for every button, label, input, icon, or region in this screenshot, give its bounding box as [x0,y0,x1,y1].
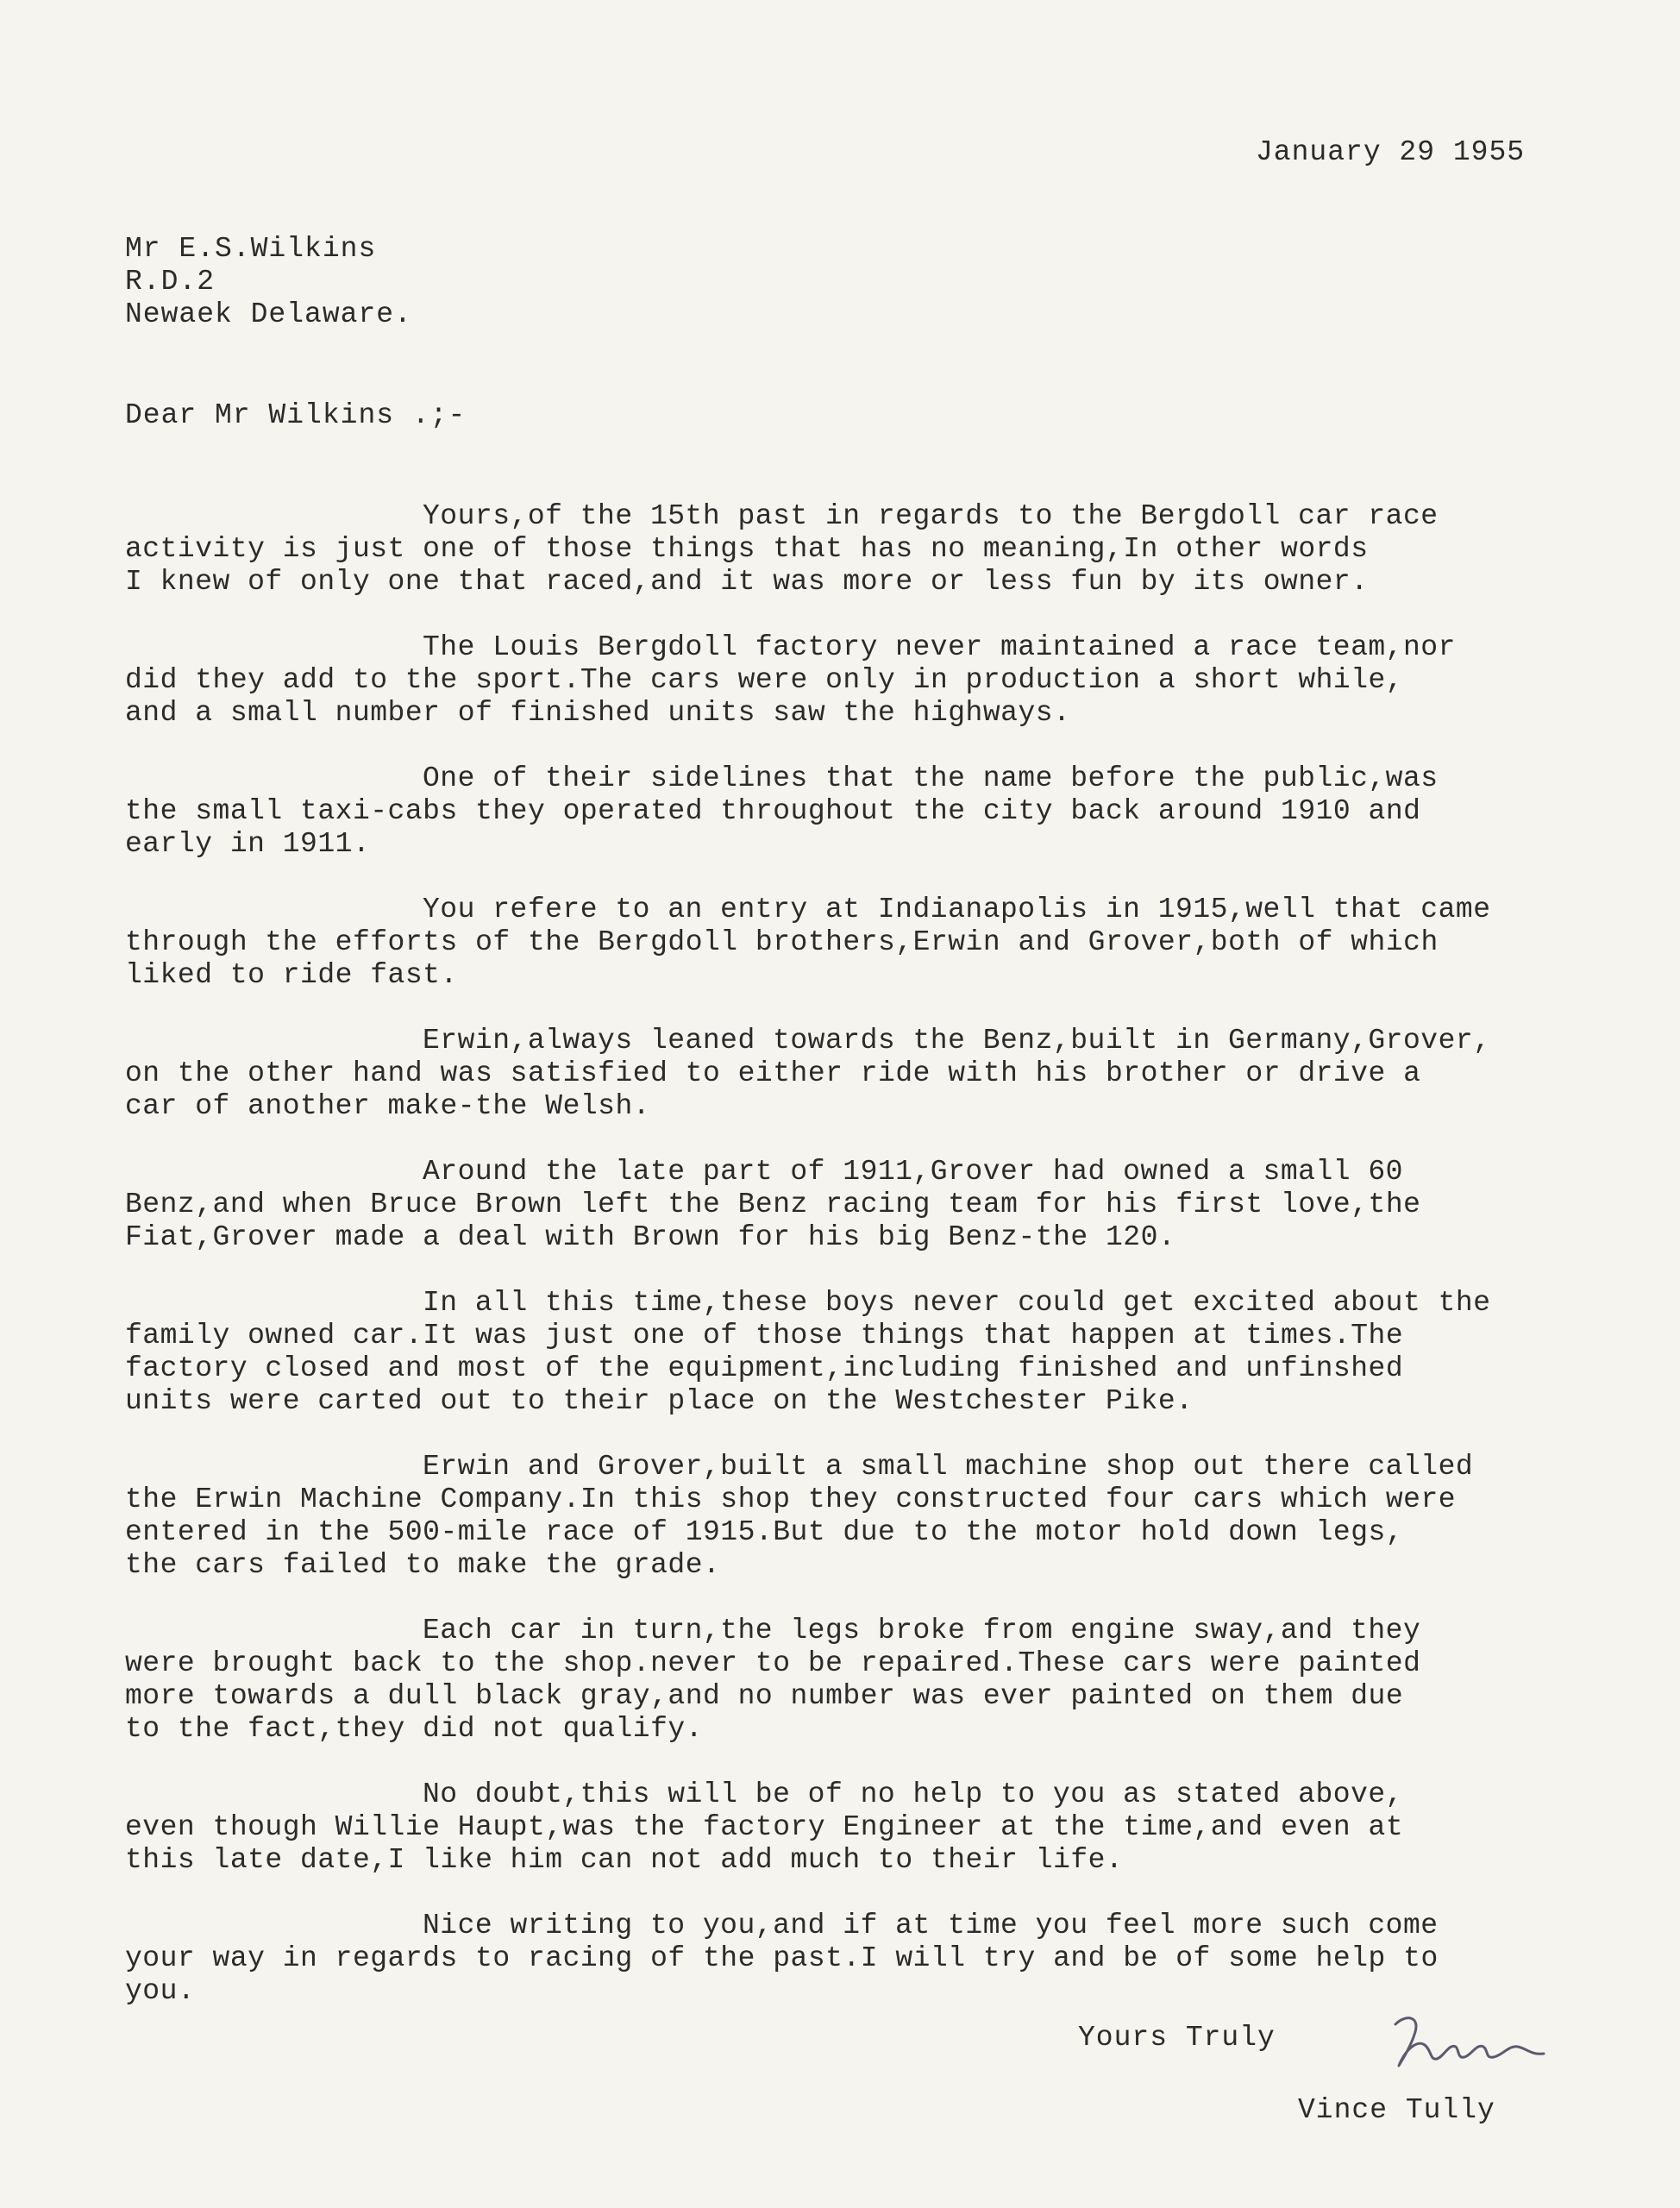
paragraph-line: entered in the 500-mile race of 1915.But due to the motor hold down legs, [125,1516,1404,1548]
paragraph-line: Benz,and when Bruce Brown left the Benz racing team for his first love,the [125,1189,1421,1220]
paragraph-line: I knew of only one that raced,and it was more or less fun by its owner. [125,566,1369,598]
paragraph-line: Around the late part of 1911,Grover had owned a small 60 [423,1156,1403,1188]
letter-paragraph [125,631,1643,730]
paragraph-line: the cars failed to make the grade. [125,1549,721,1581]
paragraph-line: did they add to the sport.The cars were only in production a short while, [125,664,1404,696]
letter-paragraph [125,1287,1643,1418]
paragraph-line: on the other hand was satisfied to either ride with his brother or drive a [125,1057,1421,1089]
letter-date: January 29 1955 [1256,136,1526,168]
paragraph-line: car of another make-the Welsh. [125,1090,651,1122]
paragraph-line: were brought back to the shop.never to be repaired.These cars were painted [125,1647,1421,1679]
paragraph-line: Fiat,Grover made a deal with Brown for his big Benz-the 120. [125,1221,1176,1253]
letter-paragraph [125,1156,1643,1254]
paragraph-line: One of their sidelines that the name before the public,was [423,762,1439,794]
paragraph-line: activity is just one of those things that has no meaning,In other words [125,533,1369,565]
paragraph-line: In all this time,these boys never could get excited about the [423,1287,1491,1319]
paragraph-line: the Erwin Machine Company.In this shop they constructed four cars which were [125,1484,1457,1515]
address-line: Newaek Delaware. [125,298,412,330]
recipient-address [125,233,412,331]
paragraph-line: early in 1911. [125,828,371,860]
paragraph-line: family owned car.It was just one of those things that happen at times.The [125,1320,1404,1352]
paragraph-line: Yours,of the 15th past in regards to the Bergdoll car race [423,500,1439,532]
paragraph-line: Erwin and Grover,built a small machine shop out there called [423,1451,1474,1483]
paragraph-line: this late date,I like him can not add much to their life. [125,1844,1124,1876]
letter-paragraph [125,1451,1643,1582]
paragraph-line: even though Willie Haupt,was the factory Engineer at the time,and even at [125,1811,1404,1843]
paragraph-line: more towards a dull black gray,and no number was ever painted on them due [125,1680,1404,1712]
paragraph-line: Erwin,always leaned towards the Benz,built in Germany,Grover, [423,1025,1491,1057]
paragraph-line: your way in regards to racing of the past.I will try and be of some help to [125,1942,1439,1974]
address-line: Mr E.S.Wilkins [125,233,377,265]
paragraph-line: units were carted out to their place on the Westchester Pike. [125,1385,1194,1417]
closing: Yours Truly [1078,2022,1276,2054]
paragraph-line: liked to ride fast. [125,959,458,991]
paragraph-line: factory closed and most of the equipment,including finished and unfinshed [125,1352,1404,1384]
salutation: Dear Mr Wilkins .;- [125,399,467,431]
letter-paragraph [125,1025,1643,1123]
letter-body [125,500,1643,2041]
letter-paragraph [125,500,1643,599]
letter-paragraph [125,1778,1643,1877]
paragraph-line: through the efforts of the Bergdoll brothers,Erwin and Grover,both of which [125,926,1439,958]
paragraph-line: you. [125,1975,196,2007]
paragraph-line: to the fact,they did not qualify. [125,1713,704,1745]
signer-name: Vince Tully [1298,2094,1495,2126]
paragraph-line: the small taxi-cabs they operated throughout the city back around 1910 and [125,795,1421,827]
address-line: R.D.2 [125,266,216,298]
paragraph-line: You refere to an entry at Indianapolis in 1915,well that came [423,894,1491,925]
paragraph-line: Nice writing to you,and if at time you feel more such come [423,1910,1439,1941]
handwritten-signature [1380,2005,1587,2074]
letter-paragraph [125,1910,1643,2008]
letter-paragraph [125,762,1643,861]
paragraph-line: No doubt,this will be of no help to you as stated above, [423,1778,1403,1810]
paragraph-line: The Louis Bergdoll factory never maintained a race team,nor [423,631,1456,663]
letter-paragraph [125,894,1643,992]
paragraph-line: Each car in turn,the legs broke from engine sway,and they [423,1615,1421,1647]
paragraph-line: and a small number of finished units saw the highways. [125,697,1071,729]
letter-paragraph [125,1615,1643,1746]
